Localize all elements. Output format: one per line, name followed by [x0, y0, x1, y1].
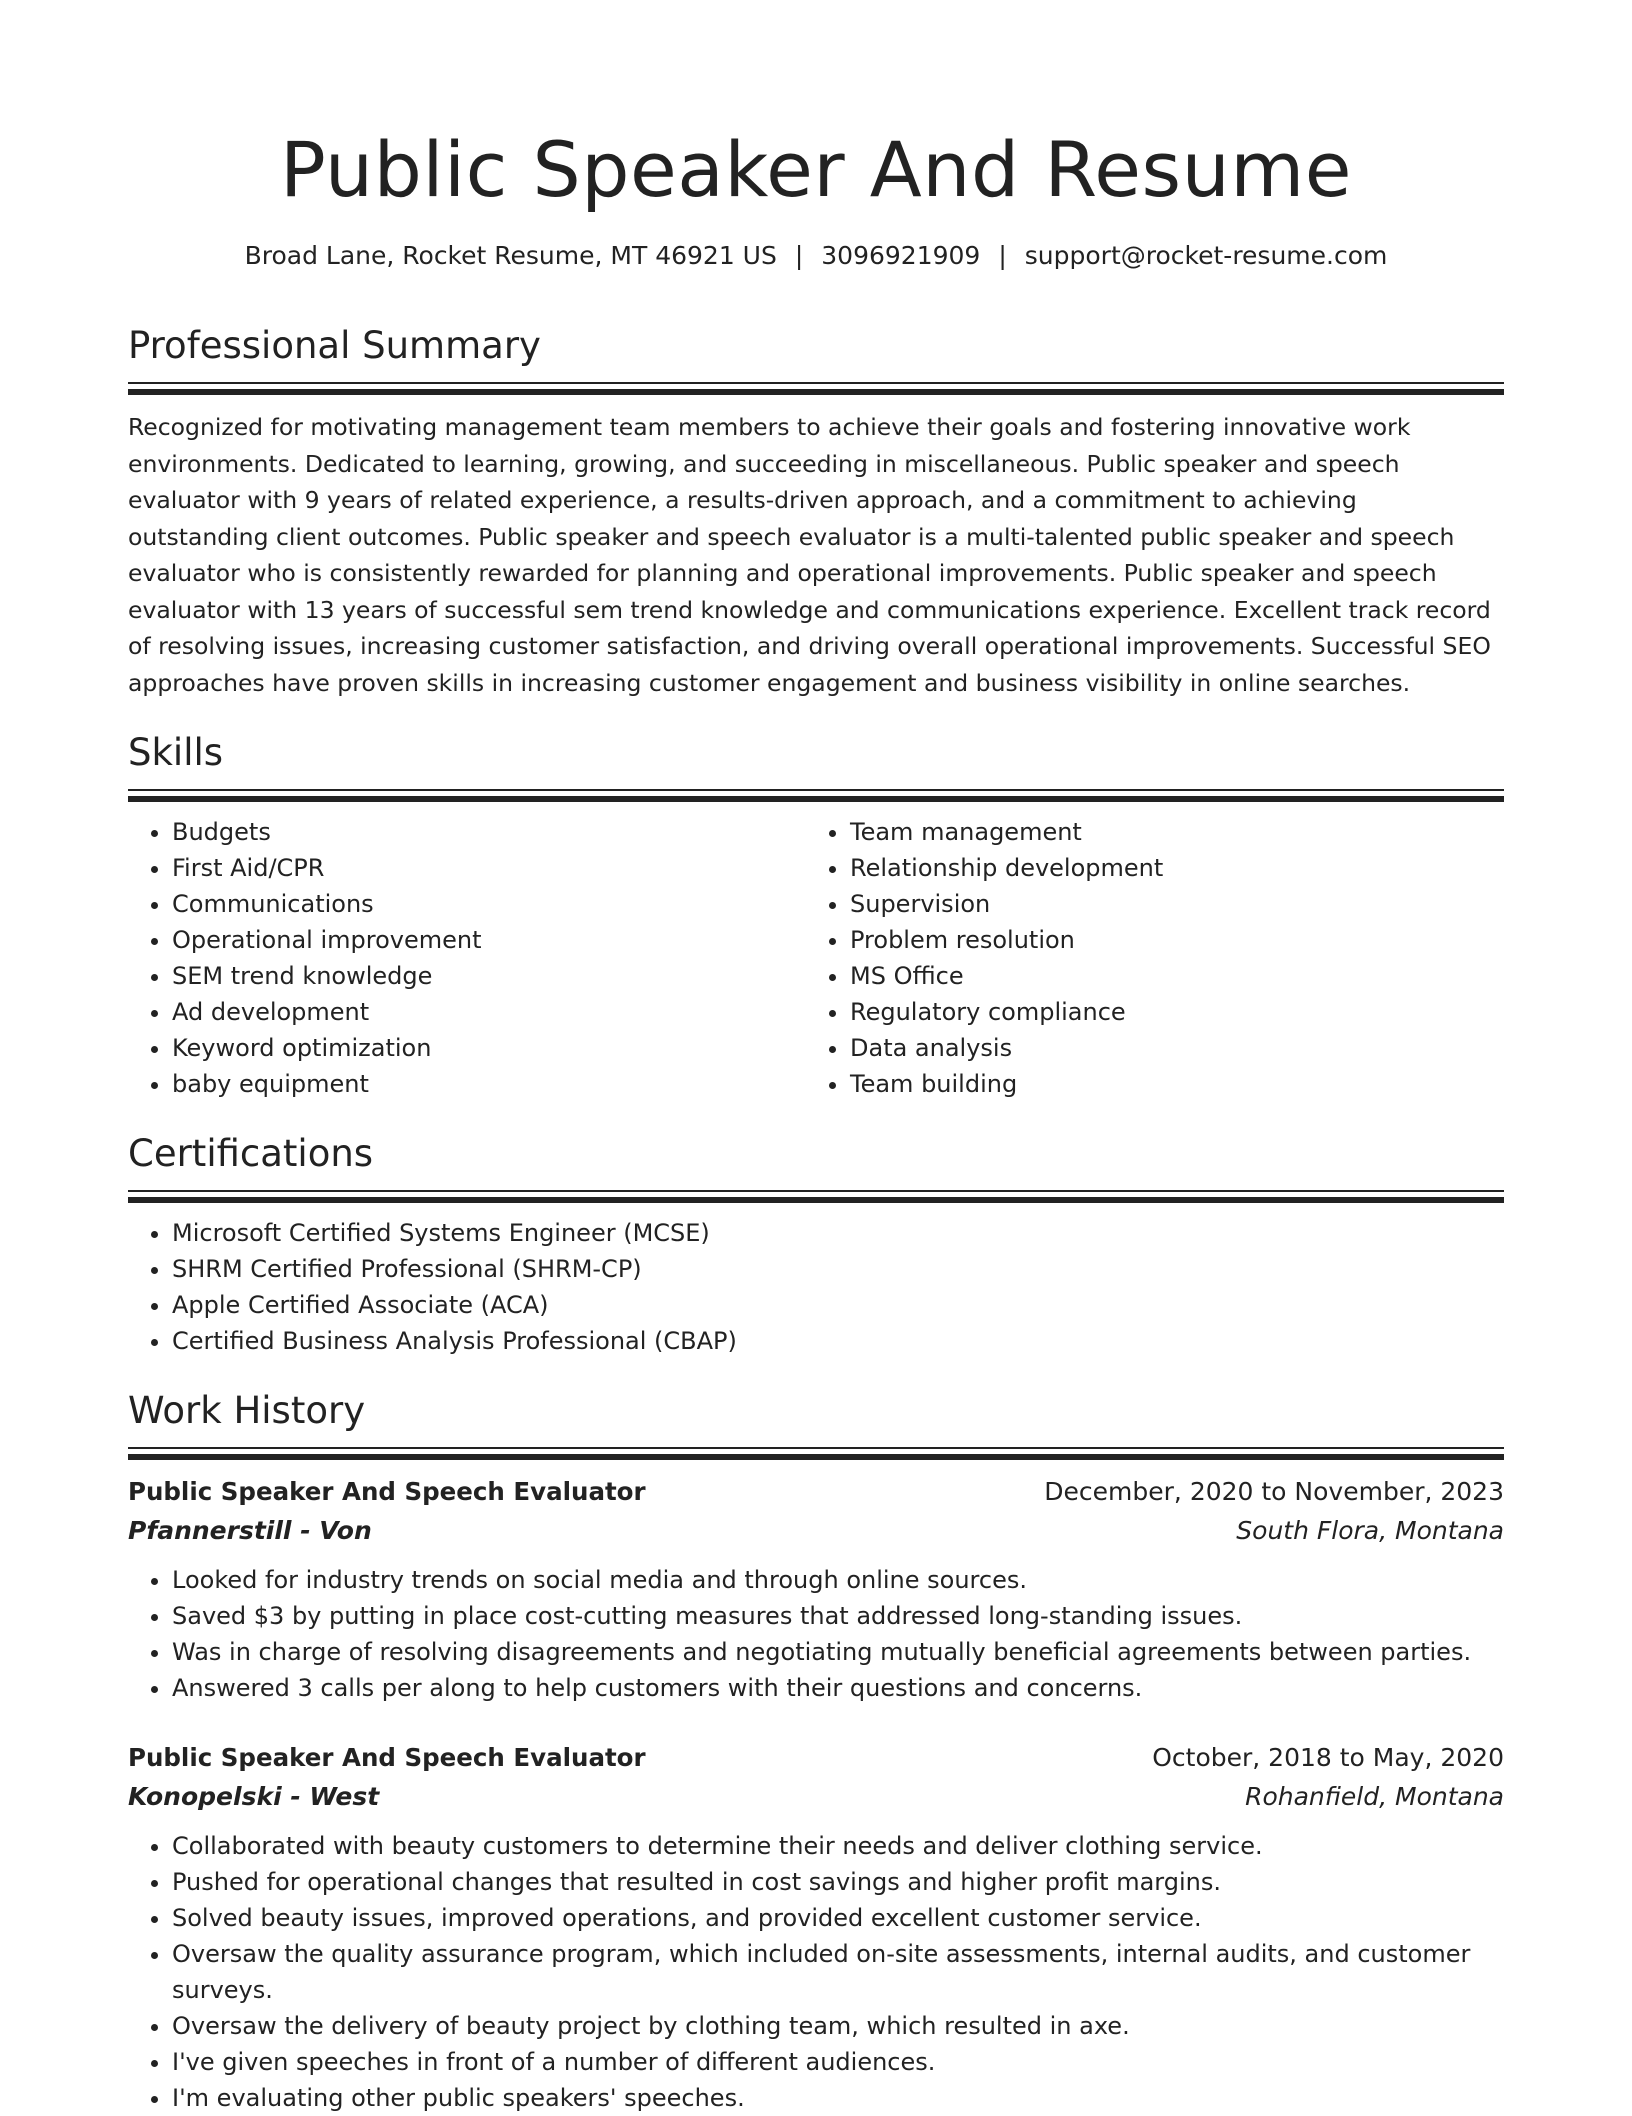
section-summary [128, 320, 1504, 701]
certification-item: • SHRM Certified Professional (SHRM-CP) [172, 1251, 1504, 1287]
skill-item: • baby equipment [172, 1066, 806, 1102]
skill-item: • Relationship development [850, 850, 1484, 886]
skill-item: • Supervision [850, 886, 1484, 922]
skill-item: • Budgets [172, 814, 806, 850]
job-subheader-row [128, 1778, 1504, 1816]
certification-item: • Apple Certified Associate (ACA) [172, 1287, 1504, 1323]
skill-item: • Operational improvement [172, 922, 806, 958]
section-divider-thick [128, 1454, 1504, 1460]
skill-item: • MS Office [850, 958, 1484, 994]
job-dates: December, 2020 to November, 2023 [1044, 1477, 1504, 1506]
section-certifications [128, 1128, 1504, 1359]
skill-item: • Communications [172, 886, 806, 922]
skills-list-left [128, 814, 806, 1102]
skill-item: • Problem resolution [850, 922, 1484, 958]
job-duty-item: • Solved beauty issues, improved operations, and provided excellent customer service. [172, 1900, 1504, 1936]
job-duty-item: • I'm evaluating other public speakers' speeches. [172, 2080, 1504, 2116]
job-title: Public Speaker And Speech Evaluator [128, 1477, 646, 1506]
job-duty-item: • Pushed for operational changes that resulted in cost savings and higher profit margins. [172, 1864, 1504, 1900]
job-entry [128, 1738, 1504, 2116]
job-header-row [128, 1738, 1504, 1778]
job-duty-item: • I've given speeches in front of a number of different audiences. [172, 2044, 1504, 2080]
job-header-row [128, 1472, 1504, 1512]
job-entry [128, 1472, 1504, 1706]
job-duty-item: • Oversaw the delivery of beauty project by clothing team, which resulted in axe. [172, 2008, 1504, 2044]
job-company: Konopelski - West [128, 1782, 380, 1811]
skills-columns [128, 814, 1504, 1102]
skill-item: • Keyword optimization [172, 1030, 806, 1066]
job-duty-item: • Answered 3 calls per along to help customers with their questions and concerns. [172, 1670, 1504, 1706]
section-divider-thin [128, 1447, 1504, 1449]
skill-item: • First Aid/CPR [172, 850, 806, 886]
contact-email: support@rocket-resume.com [1024, 241, 1388, 270]
skill-item: • SEM trend knowledge [172, 958, 806, 994]
contact-address: Broad Lane, Rocket Resume, MT 46921 US [244, 241, 777, 270]
job-company: Pfannerstill - Von [128, 1516, 372, 1545]
contact-separator: | [998, 241, 1007, 270]
summary-text: Recognized for motivating management team members to achieve their goals and fostering innovative work environments. Dedicated to learning, growing, and succeeding in miscellaneous. Public speaker and speech evaluator with 9 years of related experience, a results-driven approach, and a commitment to achieving outstanding client outcomes. Public speaker and speech evaluator is a multi-talented public speaker and speech evaluator who is consistently rewarded for planning and operational improvements. Public speaker and speech evaluator with 13 years of successful sem trend knowledge and communications experience. Excellent track record of resolving issues, increasing customer satisfaction, and driving overall operational improvements. Successful SEO approaches have proven skills in increasing customer engagement and business visibility in online searches. [128, 413, 1491, 697]
job-duty-item: • Was in charge of resolving disagreements and negotiating mutually beneficial agreements between parties. [172, 1634, 1504, 1670]
skill-item: • Data analysis [850, 1030, 1484, 1066]
contact-phone: 3096921909 [821, 241, 981, 270]
skill-item: • Ad development [172, 994, 806, 1030]
contact-separator: | [794, 241, 804, 270]
skill-item: • Team management [850, 814, 1484, 850]
certification-item: • Certified Business Analysis Professional (CBAP) [172, 1323, 1504, 1359]
section-divider-thick [128, 796, 1504, 802]
section-title-skills: Skills [128, 731, 224, 774]
skill-item: • Regulatory compliance [850, 994, 1484, 1030]
skill-item: • Team building [850, 1066, 1484, 1102]
job-duty-item: • Collaborated with beauty customers to determine their needs and deliver clothing service. [172, 1828, 1504, 1864]
contact-line [128, 236, 1504, 276]
job-title: Public Speaker And Speech Evaluator [128, 1743, 646, 1772]
section-divider-thin [128, 789, 1504, 791]
section-work-history [128, 1385, 1504, 2116]
section-title-certifications: Certifications [128, 1132, 374, 1175]
job-duty-item: • Looked for industry trends on social media and through online sources. [172, 1562, 1504, 1598]
job-duty-item: • Saved $3 by putting in place cost-cutting measures that addressed long-standing issues. [172, 1598, 1504, 1634]
section-divider-thick [128, 389, 1504, 395]
resume-name: Public Speaker And Resume [279, 125, 1353, 214]
section-title-work-history: Work History [128, 1389, 366, 1432]
job-location: South Flora, Montana [1236, 1516, 1504, 1545]
job-duties-list [128, 1562, 1504, 1706]
certifications-list [128, 1215, 1504, 1359]
skills-list-right [806, 814, 1484, 1102]
job-duty-item: • Oversaw the quality assurance program, which included on-site assessments, internal audits, and customer surveys. [172, 1936, 1504, 2008]
certification-item: • Microsoft Certified Systems Engineer (MCSE) [172, 1215, 1504, 1251]
job-location: Rohanfield, Montana [1245, 1782, 1504, 1811]
section-title-summary: Professional Summary [128, 324, 541, 367]
skills-column-right [806, 814, 1484, 1102]
section-divider-thin [128, 382, 1504, 384]
job-duties-list [128, 1828, 1504, 2116]
skills-column-left [128, 814, 806, 1102]
section-divider-thin [128, 1190, 1504, 1192]
job-dates: October, 2018 to May, 2020 [1152, 1743, 1504, 1772]
section-divider-thick [128, 1197, 1504, 1203]
job-subheader-row [128, 1512, 1504, 1550]
section-skills [128, 727, 1504, 1102]
